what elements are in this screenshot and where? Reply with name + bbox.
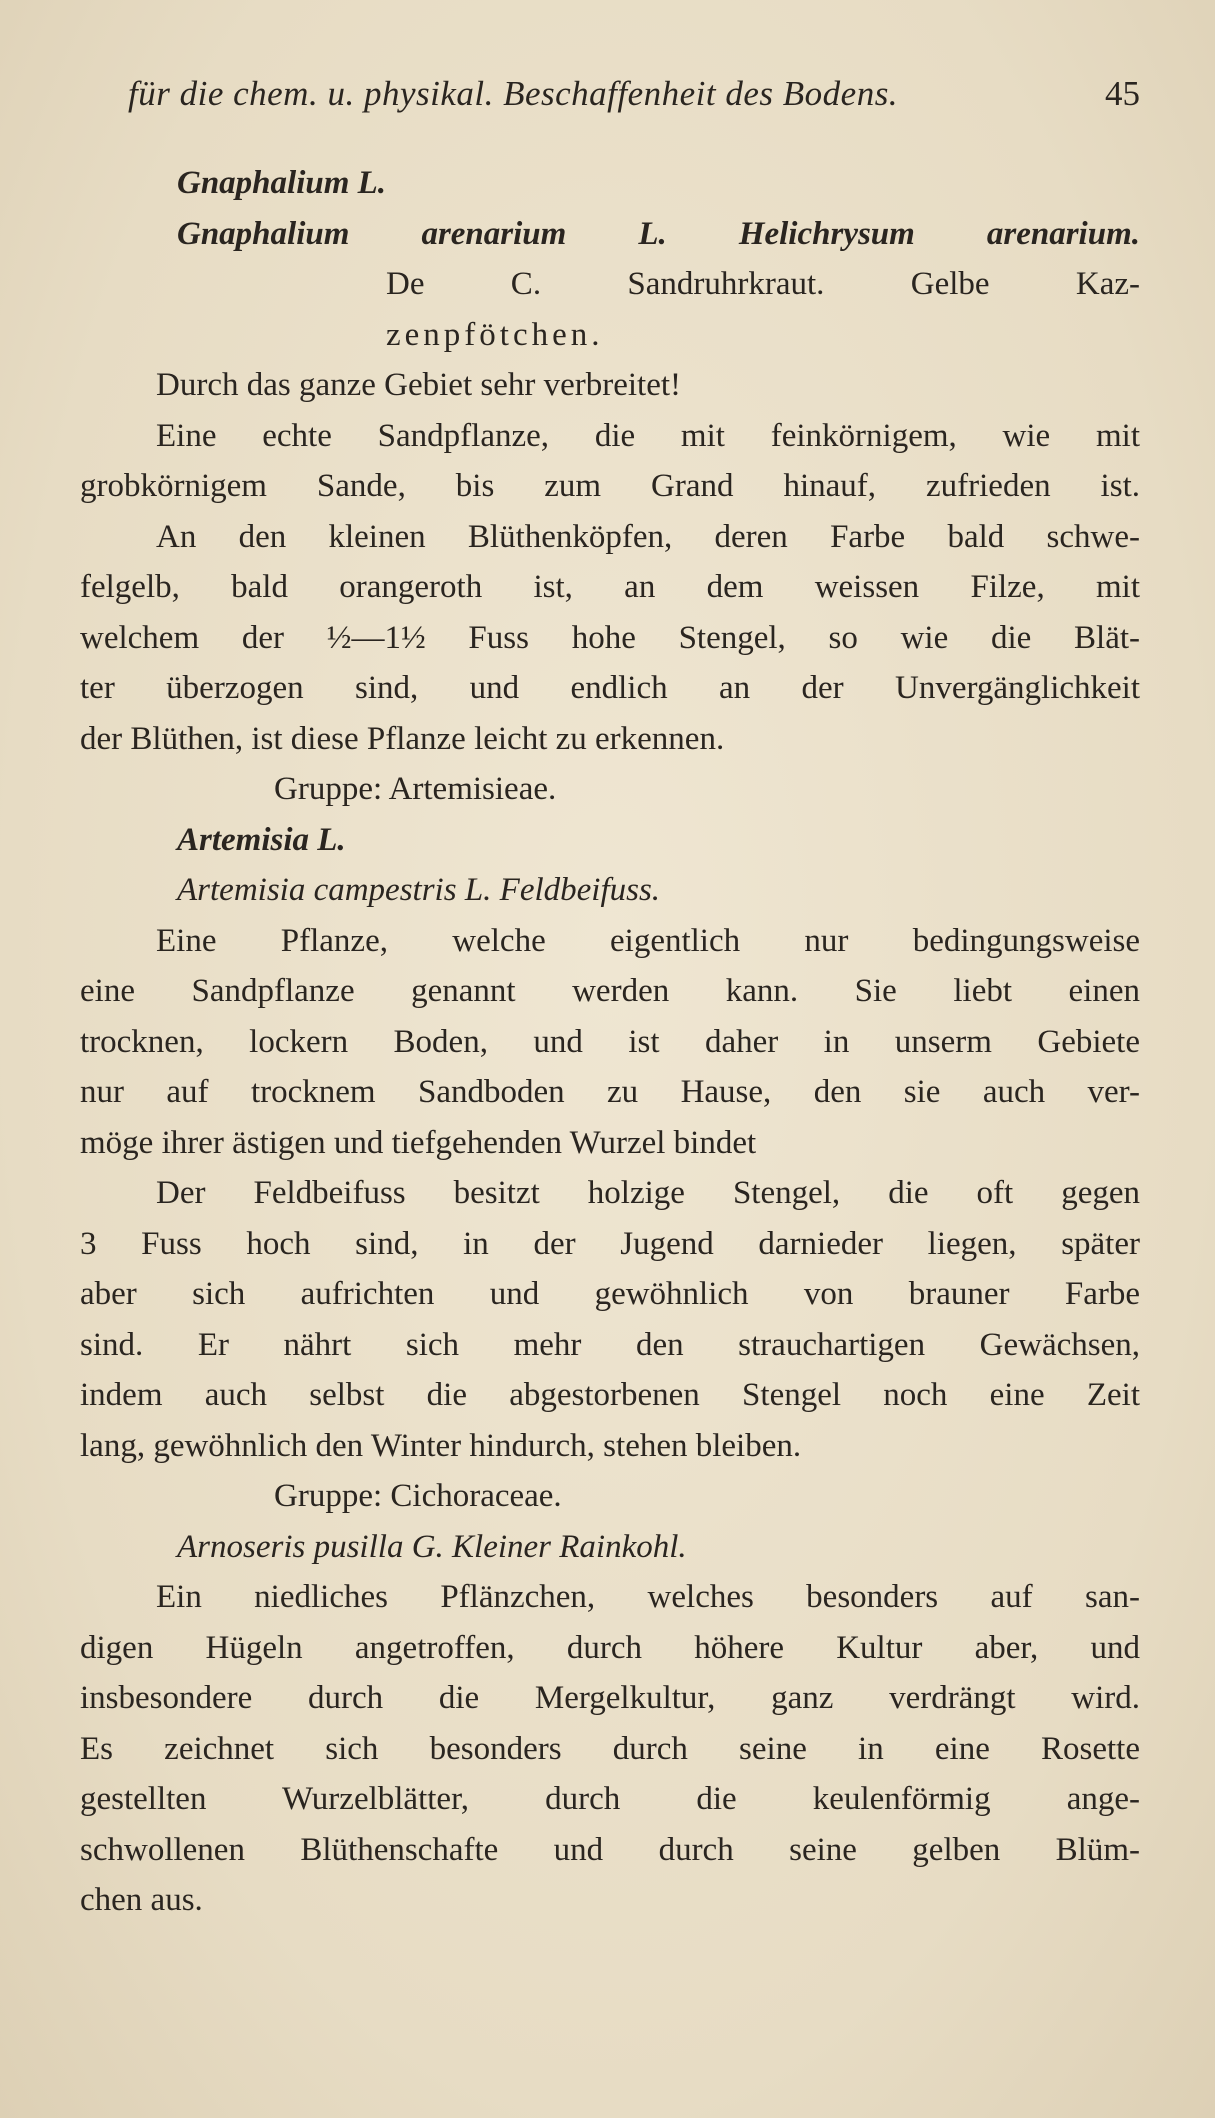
page-number: 45 [1105, 74, 1140, 113]
text-line: eine Sandpflanze genannt werden kann. Sie liebt einen [80, 973, 1140, 1009]
text-line: ter überzogen sind, und endlich an der Unvergänglichkeit [80, 670, 1140, 706]
text-line: Der Feldbeifuss besitzt holzige Stengel, die oft gegen [156, 1175, 1140, 1211]
text-line: nur auf trocknem Sandboden zu Hause, den sie auch ver- [80, 1074, 1140, 1110]
page-header [80, 74, 1140, 124]
text-line: lang, gewöhnlich den Winter hindurch, stehen bleiben. [80, 1427, 802, 1464]
text-line: aber sich aufrichten und gewöhnlich von brauner Farbe [80, 1276, 1140, 1312]
group-heading: Gruppe: Artemisieae. [274, 771, 557, 807]
text-line: Durch das ganze Gebiet sehr verbreitet! [156, 367, 682, 403]
text-line: indem auch selbst die abgestorbenen Stengel noch eine Zeit [80, 1377, 1140, 1413]
text-line: insbesondere durch die Mergelkultur, ganz verdrängt wird. [80, 1680, 1140, 1716]
text-line: 3 Fuss hoch sind, in der Jugend darnieder liegen, später [80, 1225, 1140, 1262]
text-line: möge ihrer ästigen und tiefgehenden Wurzel bindet [80, 1124, 757, 1161]
text-line: schwollenen Blüthenschafte und durch seine gelben Blüm- [80, 1831, 1140, 1868]
text-line: digen Hügeln angetroffen, durch höhere Kultur aber, und [80, 1629, 1140, 1666]
species-heading-continued: zenpfötchen. [386, 316, 604, 353]
text-line: welchem der ½—1½ Fuss hohe Stengel, so wie die Blät- [80, 619, 1140, 656]
group-heading: Gruppe: Cichoraceae. [274, 1478, 562, 1514]
text-line: gestellten Wurzelblätter, durch die keulenförmig ange- [80, 1781, 1140, 1817]
text-line: Es zeichnet sich besonders durch seine in eine Rosette [80, 1730, 1140, 1767]
genus-heading: Artemisia L. [177, 821, 346, 858]
species-heading: Arnoseris pusilla G. Kleiner Rainkohl. [177, 1528, 687, 1565]
text-line: Ein niedliches Pflänzchen, welches besonders auf san- [156, 1579, 1140, 1615]
page-body [80, 158, 1140, 1926]
text-line: An den kleinen Blüthenköpfen, deren Farbe bald schwe- [156, 518, 1140, 555]
text-line: grobkörnigem Sande, bis zum Grand hinauf, zufrieden ist. [80, 468, 1140, 504]
text-line: felgelb, bald orangeroth ist, an dem weissen Filze, mit [80, 569, 1140, 605]
text-line: chen aus. [80, 1882, 203, 1918]
text-line: Eine Pflanze, welche eigentlich nur bedingungsweise [156, 922, 1140, 959]
species-heading: Gnaphalium arenarium L. Helichrysum arenarium. [177, 215, 1140, 252]
running-head: für die chem. u. physikal. Beschaffenheit des Bodens. [128, 74, 899, 113]
genus-heading: Gnaphalium L. [177, 165, 387, 201]
text-line: der Blüthen, ist diese Pflanze leicht zu erkennen. [80, 720, 725, 757]
text-line: sind. Er nährt sich mehr den strauchartigen Gewächsen, [80, 1326, 1140, 1363]
species-heading-continued: De C. Sandruhrkraut. Gelbe Kaz- [386, 266, 1140, 302]
text-line: trocknen, lockern Boden, und ist daher in unserm Gebiete [80, 1023, 1140, 1060]
text-line: Eine echte Sandpflanze, die mit feinkörnigem, wie mit [156, 417, 1140, 454]
species-heading: Artemisia campestris L. Feldbeifuss. [177, 872, 661, 908]
